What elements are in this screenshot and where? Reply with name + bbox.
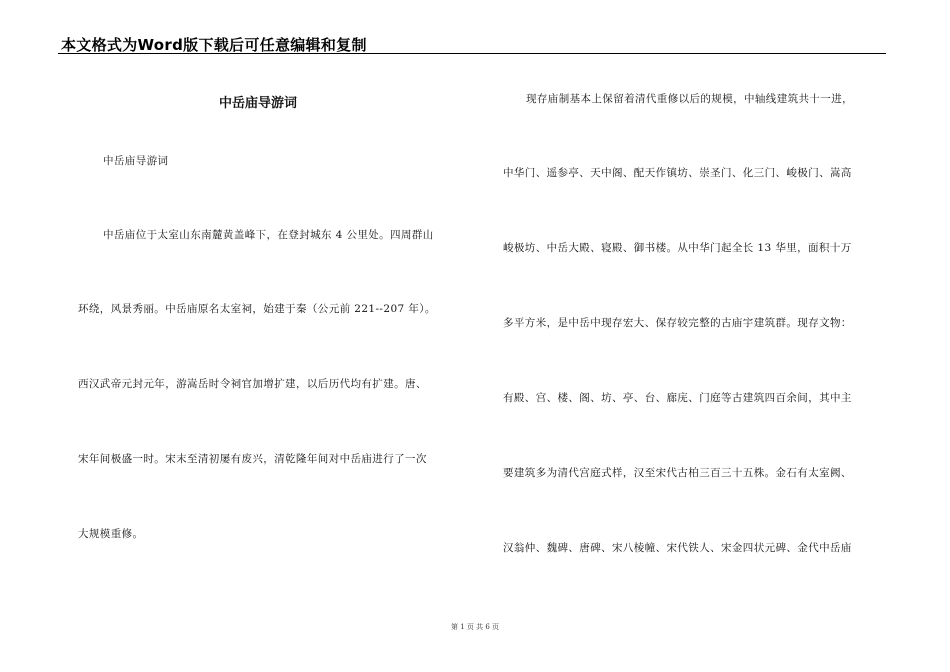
header-divider [58,53,886,54]
download-banner: 本文格式为Word版下载后可任意编辑和复制 [61,36,367,54]
paragraph-line: 宋年间极盛一时。宋末至清初屡有废兴，清乾隆年间对中岳庙进行了一次 [78,453,427,465]
subtitle-line: 中岳庙导游词 [103,155,169,167]
paragraph-line: 要建筑多为清代宫庭式样，汉至宋代古柏三百三十五株。金石有太室阙、 [503,467,852,479]
paragraph-line: 有殿、宫、楼、阁、坊、亭、台、廊庑、门庭等古建筑四百余间，其中主 [503,392,852,404]
paragraph-line: 汉翁仲、魏碑、唐碑、宋八棱幢、宋代铁人、宋金四状元碑、金代中岳庙 [503,542,852,554]
paragraph-line: 大规模重修。 [78,528,144,540]
paragraph-line: 峻极坊、中岳大殿、寝殿、御书楼。从中华门起全长 13 华里，面积十万 [503,242,852,254]
paragraph-line: 中华门、遥参亭、天中阁、配天作镇坊、崇圣门、化三门、峻极门、嵩高 [503,167,852,179]
page-number: 第 1 页 共 6 页 [450,623,500,631]
paragraph-line: 现存庙制基本上保留着清代重修以后的规模，中轴线建筑共十一进， [526,93,853,105]
paragraph-line: 多平方米，是中岳中现存宏大、保存较完整的古庙宇建筑群。现存文物： [503,317,852,329]
paragraph-line: 中岳庙位于太室山东南麓黄盖峰下，在登封城东 4 公里处。四周群山 [103,229,434,241]
paragraph-line: 环绕，风景秀丽。中岳庙原名太室祠，始建于秦（公元前 221--207 年）。 [78,303,436,315]
document-title: 中岳庙导游词 [219,96,298,111]
paragraph-line: 西汉武帝元封元年，游嵩岳时令祠官加增扩建，以后历代均有扩建。唐、 [78,378,427,390]
